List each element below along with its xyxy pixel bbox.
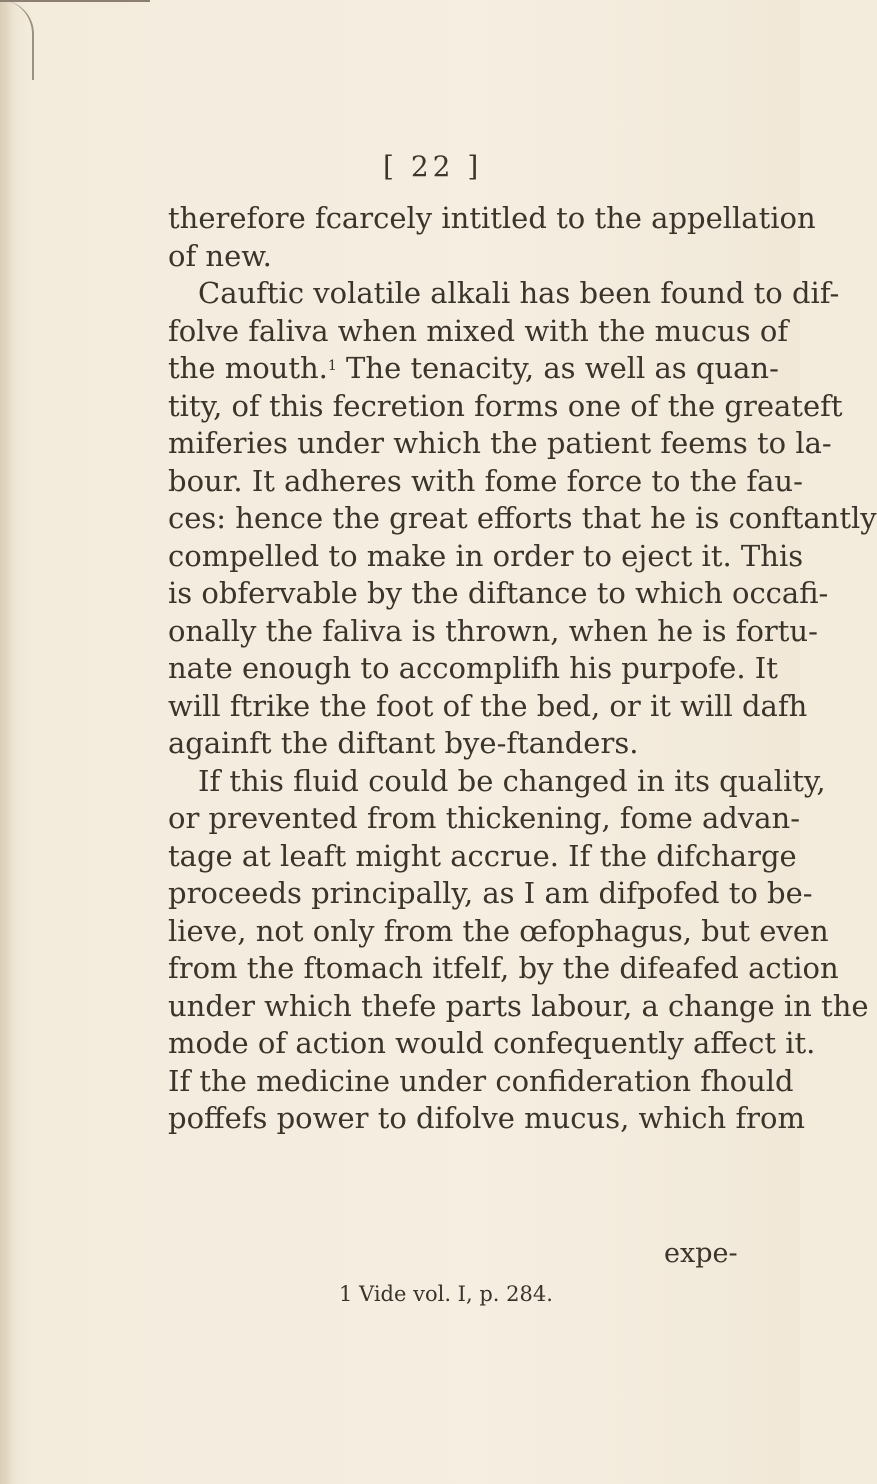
footnote-marker: 1 [327, 358, 337, 374]
text-line-12: onally the faliva is thrown, when he is fortu- [168, 613, 818, 648]
text-line-5a: the mouth. [168, 351, 328, 385]
text-line-5 [168, 350, 779, 388]
text-line-4: folve faliva when mixed with the mucus of [168, 313, 789, 348]
page-edge-shadow [0, 0, 14, 1484]
text-line-20: lieve, not only from the œfophagus, but even [168, 913, 829, 948]
text-line-22: under which thefe parts labour, a change in the [168, 988, 869, 1023]
text-line-21: from the ftomach itfelf, by the difeafed action [168, 951, 839, 985]
page-fold-line [0, 0, 150, 2]
text-line-17: or prevented from thickening, fome advan- [168, 801, 801, 835]
text-line-3: Cauftic volatile alkali has been found to dif- [198, 276, 840, 310]
text-line-23: mode of action would confequently affect it. [168, 1026, 816, 1060]
text-line-13: nate enough to accomplifh his purpofe. It [168, 651, 778, 685]
text-line-6: tity, of this fecretion forms one of the greateft [168, 388, 843, 423]
text-line-24: If the medicine under confideration fhould [168, 1063, 794, 1098]
body-text [168, 200, 877, 1138]
text-line-15: againft the diftant bye-ftanders. [168, 726, 639, 760]
text-line-2: of new. [168, 238, 272, 273]
text-line-18: tage at leaft might accrue. If the difcharge [168, 838, 797, 873]
text-line-11: is obfervable by the diftance to which occafi- [168, 576, 829, 610]
text-line-10: compelled to make in order to eject it. This [168, 538, 804, 573]
text-line-5b: The tenacity, as well as quan- [336, 351, 779, 385]
text-line-1: therefore fcarcely intitled to the appellation [168, 201, 816, 235]
text-line-9: ces: hence the great efforts that he is conftantly [168, 501, 877, 535]
page-corner-curl [0, 0, 34, 80]
text-line-8: bour. It adheres with fome force to the fau- [168, 463, 803, 498]
text-line-19: proceeds principally, as I am difpofed to be- [168, 876, 813, 910]
catchword: expe- [664, 1238, 738, 1269]
text-line-16: If this fluid could be changed in its quality, [198, 763, 826, 798]
text-line-14: will ftrike the foot of the bed, or it will dafh [168, 688, 808, 723]
text-line-25: poffefs power to difolve mucus, which from [168, 1101, 805, 1135]
text-line-7: miferies under which the patient feems to la- [168, 426, 832, 460]
footnote: 1 Vide vol. I, p. 284. [339, 1282, 553, 1306]
page-number: [ 22 ] [383, 150, 483, 183]
